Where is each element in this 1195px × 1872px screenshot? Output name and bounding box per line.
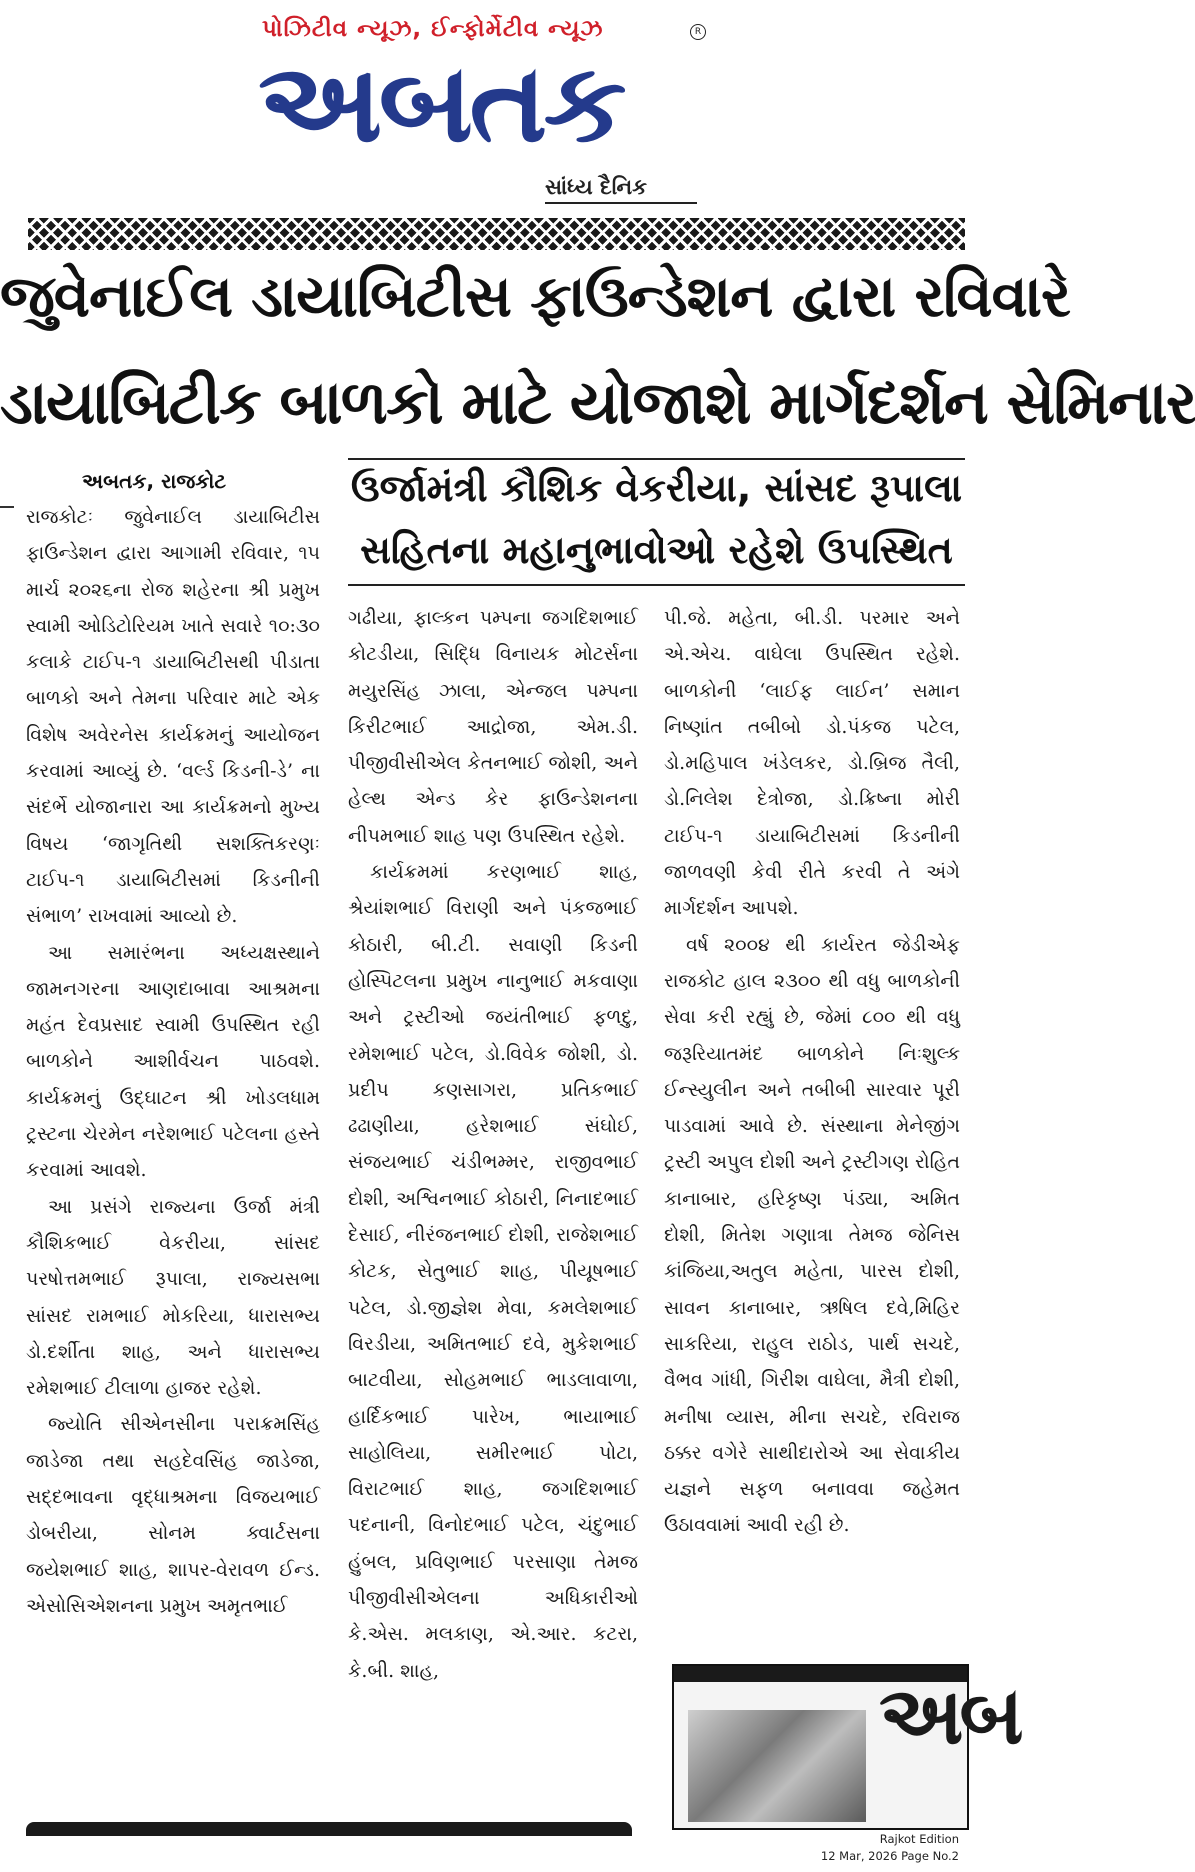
- subheadline-line-1: ઉર્જામંત્રી કૌશિક વેકરીયા, સાંસદ રૂપાલા: [350, 466, 963, 510]
- subheadline-top-rule: [348, 458, 965, 460]
- newspaper-logo: અબતક: [258, 39, 623, 167]
- subtitle-underline: [545, 202, 697, 204]
- column-1-paragraph: જ્યોતિ સીએનસીના પરાક્રમસિંહ જાડેજા તથા સહદેવસિંહ જાડેજા, સદ્દભાવના વૃદ્ધાશ્રમના વિજયભાઈ ડોબરીયા, સોનમ ક્વાર્ટસના જયેશભાઈ શાહ, શાપર-વેરાવળ ઈન્ડ. એસોસિએશનના પ્રમુખ અમૃતભાઈ: [26, 1413, 320, 1617]
- column-2-paragraph: ગઢીયા, ફાલ્કન પમ્પના જગદિશભાઈ કોટડીયા, સિદ્ધિ વિનાયક મોટર્સના મયુરસિંહ ઝાલા, એન્જલ પમ્પના કિરીટભાઈ આદ્રોજા, એમ.ડી. પીજીવીસીએલ કેતનભાઈ જોશી, અને હેલ્થ એન્ડ કેર ફાઉન્ડેશનના નીપમભાઈ શાહ પણ ઉપસ્થિત રહેશે.: [348, 607, 638, 847]
- registered-mark-icon: R: [690, 24, 706, 40]
- decorative-pattern-band: [28, 218, 965, 250]
- headline-line-1: જુવેનાઈલ ડાયાબિટીસ ફાઉન્ડેશન દ્વારા રવિવારે: [0, 262, 1071, 330]
- subheadline-line-2: સહિતના મહાનુભાવોઓ રહેશે ઉપસ્થિત: [360, 528, 953, 572]
- column-1-paragraph: આ પ્રસંગે રાજ્યના ઉર્જા મંત્રી કૌશિકભાઈ વેકરીયા, સાંસદ પરષોત્તમભાઈ રૂપાલા, રાજ્યસભા સાંસદ રામભાઈ મોકરિયા, ધારાસભ્ય ડો.દર્શીતા શાહ, અને ધારાસભ્ય રમેશભાઈ ટીલાળા હાજર રહેશે.: [26, 1195, 320, 1400]
- edition-info: [821, 1831, 959, 1865]
- ad-photo: [688, 1710, 866, 1822]
- subheadline-bottom-rule: [348, 584, 965, 586]
- article-column-3: [664, 600, 960, 1544]
- column-3-paragraph: વર્ષ ૨૦૦૪ થી કાર્યરત જેડીએફ રાજકોટ હાલ ૨૩૦૦ થી વધુ બાળકોની સેવા કરી રહ્યું છે, જેમાં ૮૦૦ થી વધુ જરૂરિયાતમંદ બાળકોને નિઃશુલ્ક ઈન્સ્યુલીન અને તબીબી સારવાર પૂરી પાડવામાં આવે છે. સંસ્થાના મેનેજીંગ ટ્રસ્ટી અપુલ દોશી અને ટ્રસ્ટીગણ રોહિત કાનાબાર, હરિકૃષ્ણ પંડ્યા, અમિત દોશી, મિતેશ ગણાત્રા તેમજ જેનિસ કાંજિયા,અતુલ મહેતા, પારસ દોશી, સાવન કાનાબાર, ઋષિલ દવે,મિહિર સાકરિયા, રાહુલ રાઠોડ, પાર્થ સચદે, વૈભવ ગાંધી, ગિરીશ વાઘેલા, મૈત્રી દોશી, મનીષા વ્યાસ, મીના સચદે, રવિરાજ ઠક્કર વગેરે સાથીદારોએ આ સેવાકીય યજ્ઞને સફળ બનાવવા જહેમત ઉઠાવવામાં આવી રહી છે.: [664, 933, 960, 1537]
- masthead: [0, 0, 965, 205]
- article-column-1: [26, 499, 320, 1624]
- edition-name: Rajkot Edition: [879, 1832, 959, 1846]
- masthead-tagline: પોઝિટીવ ન્યૂઝ, ઈન્ફોર્મેટીવ ન્યૂઝ: [262, 16, 604, 42]
- column-1-paragraph: આ સમારંભના અધ્યક્ષસ્થાને જામનગરના આણદાબાવા આશ્રમના મહંત દેવપ્રસાદ સ્વામી ઉપસ્થિત રહી બાળકોને આશીર્વચન પાઠવશે. કાર્યક્રમનું ઉદ્ઘાટન શ્રી ખોડલધામ ટ્રસ્ટના ચેરમેન નરેશભાઈ પટેલના હસ્તે કરવામાં આવશે.: [26, 941, 320, 1182]
- ad-logo: અબ: [879, 1669, 1020, 1762]
- column-1-paragraph: રાજકોટઃ જુવેનાઈલ ડાયાબિટીસ ફાઉન્ડેશન દ્વારા આગામી રવિવાર, ૧૫ માર્ચ ૨૦૨૬ના રોજ શહેરના શ્રી પ્રમુખ સ્વામી ઓડિટોરિયમ ખાતે સવારે ૧૦:૩૦ કલાકે ટાઈપ-૧ ડાયાબિટીસથી પીડાતા બાળકો અને તેમના પરિવાર માટે એક વિશેષ અવેરનેસ કાર્યક્રમનું આયોજન કરવામાં આવ્યું છે. ‘વર્લ્ડ કિડની-ડે’ ના સંદર્ભે યોજાનારા આ કાર્યક્રમનો મુખ્ય વિષય ‘જાગૃતિથી સશક્તિકરણઃ ટાઈપ-૧ ડાયાબિટીસમાં કિડનીની સંભાળ’ રાખવામાં આવ્યો છે.: [26, 506, 320, 928]
- byline: અબતક, રાજકોટ: [82, 469, 227, 493]
- headline-line-2: ડાયાબિટીક બાળકો માટે યોજાશે માર્ગદર્શન સેમિનાર: [0, 368, 1195, 438]
- bottom-rule-bar: [26, 1822, 632, 1836]
- masthead-subtitle: સાંધ્ય દૈનિક: [545, 175, 647, 199]
- edition-date-page: 12 Mar, 2026 Page No.2: [820, 1849, 959, 1863]
- margin-mark: [0, 506, 14, 508]
- article-column-2: [348, 600, 638, 1689]
- column-2-paragraph: કાર્યક્રમમાં કરણભાઈ શાહ, શ્રેયાંશભાઈ વિરાણી અને પંકજભાઈ કોઠારી, બી.ટી. સવાણી કિડની હોસ્પિટલના પ્રમુખ નાનુભાઈ મકવાણા અને ટ્રસ્ટીઓ જયંતીભાઈ ફળદુ, રમેશભાઈ પટેલ, ડો.વિવેક જોશી, ડો. પ્રદીપ કણસાગરા, પ્રતિકભાઈ ઢઢાણીયા, હરેશભાઈ સંઘોઈ, સંજયભાઈ ચંડીભમ્મર, રાજીવભાઈ દોશી, અશ્વિનભાઈ કોઠારી, નિનાદભાઈ દેસાઈ, નીરંજનભાઈ દોશી, રાજેશભાઈ કોટક, સેતુભાઈ શાહ, પીયૂષભાઈ પટેલ, ડો.જીજ્ઞેશ મેવા, કમલેશભાઈ વિરડીયા, અમિતભાઈ દવે, મુકેશભાઈ બાટવીયા, સોહમભાઈ ભાડલાવાળા, હાર્દિકભાઈ પારેખ, ભાયાભાઈ સાહોલિયા, સમીરભાઈ પોટા, વિરાટભાઈ શાહ, જગદિશભાઈ પદનાની, વિનોદભાઈ પટેલ, ચંદુભાઈ હુંબલ, પ્રવિણભાઈ પરસાણા તેમજ પીજીવીસીએલના અધિકારીઓ કે.એસ. મલકાણ, એ.આર. કટરા, કે.બી. શાહ,: [348, 861, 638, 1682]
- column-3-paragraph: પી.જે. મહેતા, બી.ડી. પરમાર અને એ.એચ. વાઘેલા ઉપસ્થિત રહેશે. બાળકોની ‘લાઈફ લાઈન’ સમાન નિષ્ણાંત તબીબો ડો.પંકજ પટેલ, ડો.મહિપાલ ખંડેલકર, ડો.બ્રિજ તૈલી, ડો.નિલેશ દેત્રોજા, ડો.ક્રિષ્ના મોરી ટાઈપ-૧ ડાયાબિટીસમાં કિડનીની જાળવણી કેવી રીતે કરવી તે અંગે માર્ગદર્શન આપશે.: [664, 607, 960, 920]
- advertisement-box: [672, 1664, 1020, 1830]
